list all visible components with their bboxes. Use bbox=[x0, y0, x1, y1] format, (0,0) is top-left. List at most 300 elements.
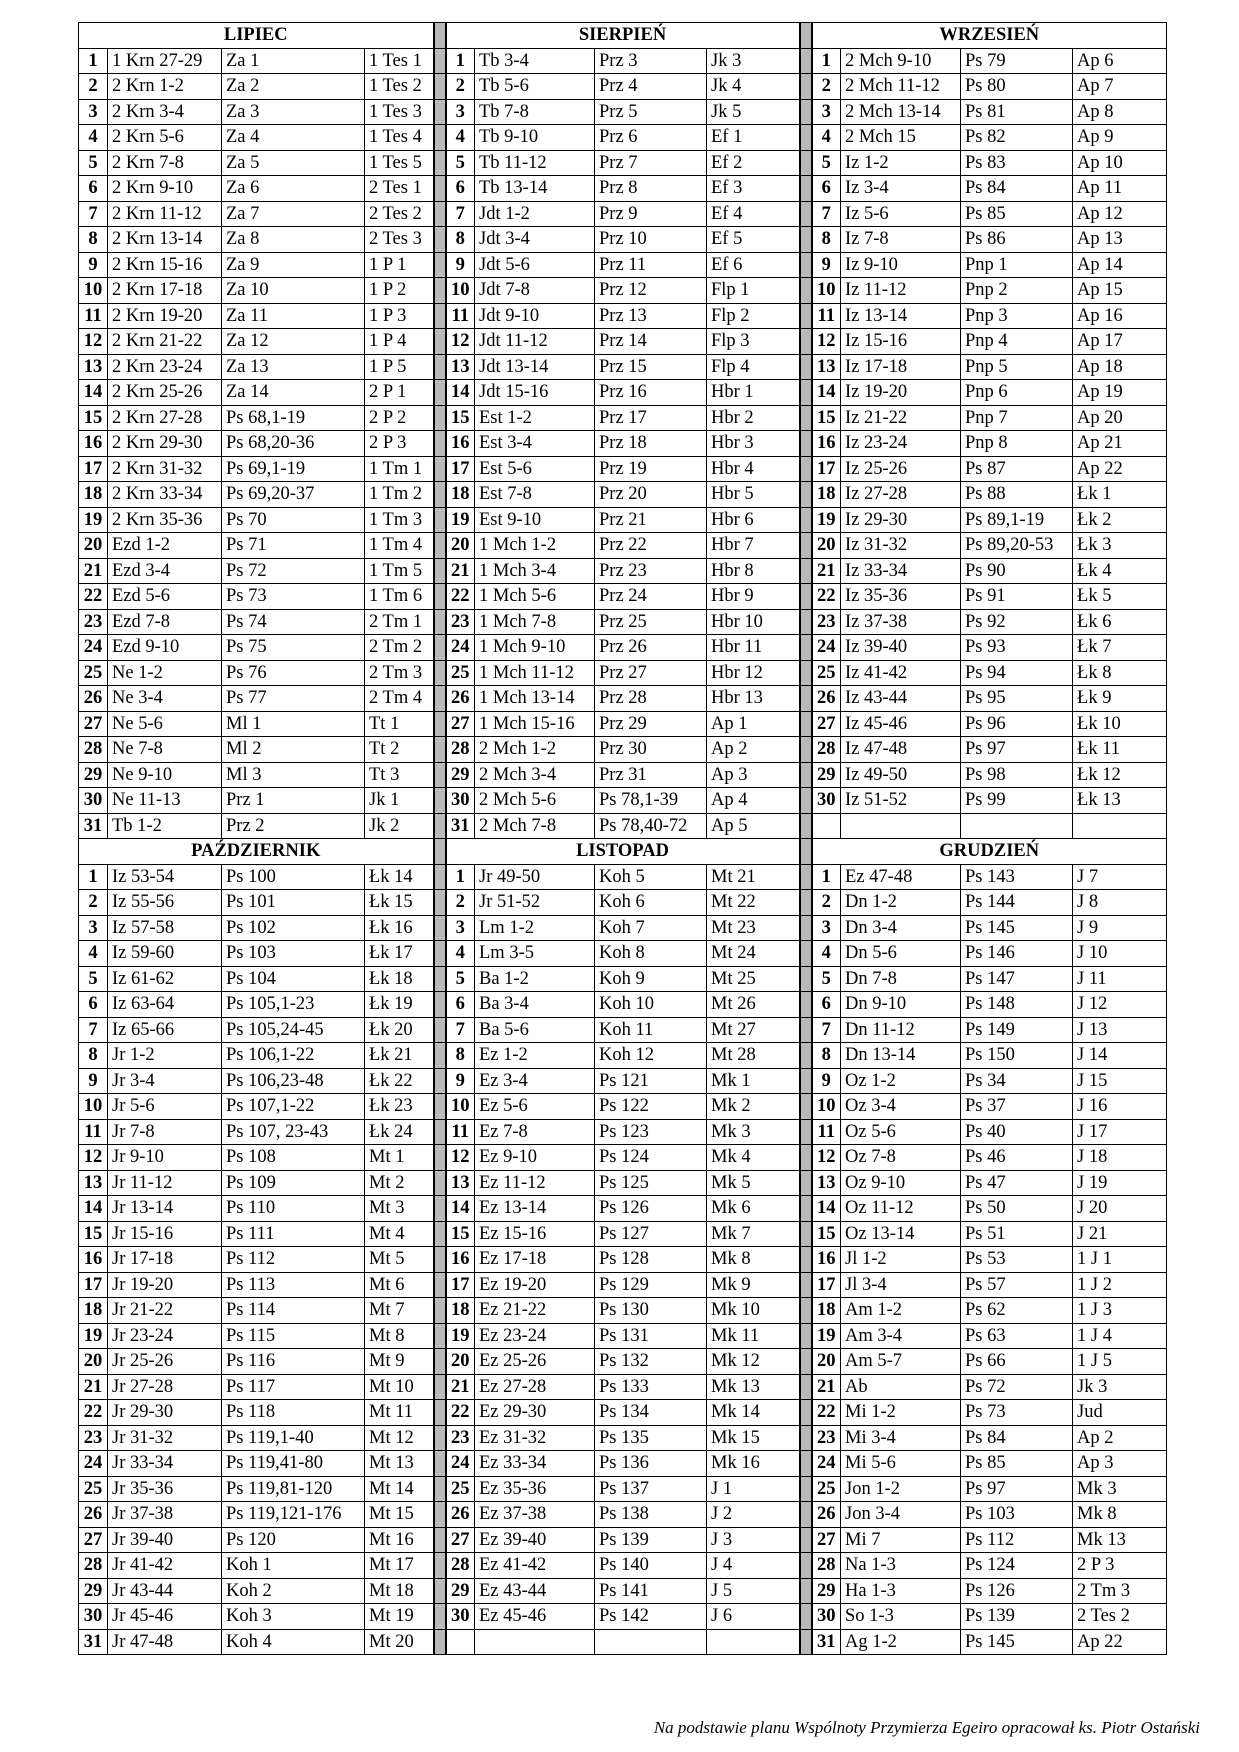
reading-cell: 1 J 1 bbox=[1073, 1247, 1167, 1273]
reading-cell: Jr 25-26 bbox=[108, 1349, 222, 1375]
reading-cell: Jr 3-4 bbox=[108, 1068, 222, 1094]
day-row bbox=[79, 813, 1167, 839]
reading-cell: 1 Mch 5-6 bbox=[475, 584, 595, 610]
day-number: 7 bbox=[79, 201, 108, 227]
day-number: 5 bbox=[446, 150, 475, 176]
day-number: 22 bbox=[79, 584, 108, 610]
reading-cell: J 2 bbox=[707, 1502, 800, 1528]
day-number: 17 bbox=[79, 1272, 108, 1298]
day-number: 15 bbox=[812, 1221, 841, 1247]
reading-cell: Mt 23 bbox=[707, 915, 800, 941]
reading-cell: 1 Mch 1-2 bbox=[475, 533, 595, 559]
reading-cell: Ps 126 bbox=[961, 1578, 1073, 1604]
reading-cell: Koh 1 bbox=[222, 1553, 365, 1579]
reading-cell: Za 10 bbox=[222, 278, 365, 304]
reading-cell: Jdt 1-2 bbox=[475, 201, 595, 227]
reading-cell: Łk 19 bbox=[365, 992, 434, 1018]
reading-cell: Jdt 3-4 bbox=[475, 227, 595, 253]
reading-cell: Ap 18 bbox=[1073, 354, 1167, 380]
reading-cell: Ap 16 bbox=[1073, 303, 1167, 329]
reading-cell: Ps 76 bbox=[222, 660, 365, 686]
column-separator bbox=[434, 1400, 446, 1426]
day-number: 30 bbox=[446, 1604, 475, 1630]
reading-cell: 2 P 3 bbox=[1073, 1553, 1167, 1579]
day-number: 9 bbox=[446, 1068, 475, 1094]
day-number: 7 bbox=[812, 1017, 841, 1043]
column-separator bbox=[434, 584, 446, 610]
column-separator bbox=[434, 635, 446, 661]
reading-cell: 2 Krn 33-34 bbox=[108, 482, 222, 508]
reading-cell: Iz 61-62 bbox=[108, 966, 222, 992]
day-number: 28 bbox=[79, 737, 108, 763]
reading-cell: 2 P 2 bbox=[365, 405, 434, 431]
reading-cell: Koh 4 bbox=[222, 1629, 365, 1655]
reading-cell: Łk 10 bbox=[1073, 711, 1167, 737]
day-number: 21 bbox=[79, 1374, 108, 1400]
day-number: 17 bbox=[446, 456, 475, 482]
day-row bbox=[79, 1196, 1167, 1222]
reading-cell: J 9 bbox=[1073, 915, 1167, 941]
reading-cell: 1 J 3 bbox=[1073, 1298, 1167, 1324]
day-number: 11 bbox=[446, 303, 475, 329]
day-number: 5 bbox=[812, 966, 841, 992]
reading-cell: Iz 11-12 bbox=[841, 278, 961, 304]
reading-cell: 1 P 4 bbox=[365, 329, 434, 355]
month-header-row bbox=[79, 839, 1167, 865]
reading-cell: Iz 35-36 bbox=[841, 584, 961, 610]
reading-cell: So 1-3 bbox=[841, 1604, 961, 1630]
reading-cell: Łk 23 bbox=[365, 1094, 434, 1120]
day-number: 15 bbox=[79, 405, 108, 431]
reading-cell: Hbr 3 bbox=[707, 431, 800, 457]
reading-cell: Prz 11 bbox=[595, 252, 707, 278]
reading-cell: Hbr 5 bbox=[707, 482, 800, 508]
column-separator bbox=[800, 686, 812, 712]
column-separator bbox=[800, 456, 812, 482]
column-separator bbox=[800, 1221, 812, 1247]
reading-cell: Za 11 bbox=[222, 303, 365, 329]
reading-cell: Łk 9 bbox=[1073, 686, 1167, 712]
day-row bbox=[79, 1476, 1167, 1502]
reading-cell: 2 Mch 11-12 bbox=[841, 74, 961, 100]
day-row bbox=[79, 201, 1167, 227]
reading-cell: Łk 18 bbox=[365, 966, 434, 992]
reading-cell: Ps 89,20-53 bbox=[961, 533, 1073, 559]
column-separator bbox=[800, 354, 812, 380]
reading-cell: 1 Tes 5 bbox=[365, 150, 434, 176]
reading-cell: 2 Krn 25-26 bbox=[108, 380, 222, 406]
reading-cell: 1 Tm 2 bbox=[365, 482, 434, 508]
reading-cell: Ap 21 bbox=[1073, 431, 1167, 457]
reading-cell: Pnp 3 bbox=[961, 303, 1073, 329]
day-number: 24 bbox=[446, 635, 475, 661]
day-row bbox=[79, 1629, 1167, 1655]
reading-cell: Za 4 bbox=[222, 125, 365, 151]
reading-cell: Iz 21-22 bbox=[841, 405, 961, 431]
day-number: 25 bbox=[812, 660, 841, 686]
reading-cell: Ps 116 bbox=[222, 1349, 365, 1375]
reading-cell: Ps 91 bbox=[961, 584, 1073, 610]
day-number: 11 bbox=[79, 303, 108, 329]
column-separator bbox=[434, 1476, 446, 1502]
day-number: 31 bbox=[79, 813, 108, 839]
reading-cell: Ap 19 bbox=[1073, 380, 1167, 406]
month-header-row bbox=[79, 23, 1167, 49]
reading-cell: Iz 65-66 bbox=[108, 1017, 222, 1043]
reading-cell: Prz 19 bbox=[595, 456, 707, 482]
reading-cell: Prz 20 bbox=[595, 482, 707, 508]
reading-cell: Jr 17-18 bbox=[108, 1247, 222, 1273]
day-number: 11 bbox=[79, 1119, 108, 1145]
day-number: 24 bbox=[812, 635, 841, 661]
column-separator bbox=[434, 788, 446, 814]
reading-cell: Mk 11 bbox=[707, 1323, 800, 1349]
reading-cell: Łk 12 bbox=[1073, 762, 1167, 788]
reading-cell: Ez 17-18 bbox=[475, 1247, 595, 1273]
reading-cell: Ps 133 bbox=[595, 1374, 707, 1400]
day-row bbox=[79, 660, 1167, 686]
column-separator bbox=[800, 635, 812, 661]
day-number: 12 bbox=[812, 1145, 841, 1171]
day-number: 19 bbox=[446, 1323, 475, 1349]
reading-cell: Ap 13 bbox=[1073, 227, 1167, 253]
reading-cell: Mt 19 bbox=[365, 1604, 434, 1630]
reading-cell: Hbr 11 bbox=[707, 635, 800, 661]
reading-cell: Ezd 9-10 bbox=[108, 635, 222, 661]
column-separator bbox=[800, 507, 812, 533]
reading-cell: Iz 19-20 bbox=[841, 380, 961, 406]
day-row bbox=[79, 227, 1167, 253]
column-separator bbox=[434, 737, 446, 763]
reading-cell: Ne 1-2 bbox=[108, 660, 222, 686]
day-row bbox=[79, 890, 1167, 916]
day-row bbox=[79, 788, 1167, 814]
day-number: 5 bbox=[812, 150, 841, 176]
reading-cell: 1 P 5 bbox=[365, 354, 434, 380]
day-row bbox=[79, 1272, 1167, 1298]
reading-cell: Jr 19-20 bbox=[108, 1272, 222, 1298]
day-number: 10 bbox=[446, 1094, 475, 1120]
reading-cell: Jr 1-2 bbox=[108, 1043, 222, 1069]
reading-cell: Mt 26 bbox=[707, 992, 800, 1018]
column-separator bbox=[800, 1196, 812, 1222]
day-number: 4 bbox=[79, 125, 108, 151]
day-row bbox=[79, 278, 1167, 304]
column-separator bbox=[800, 915, 812, 941]
reading-cell: 2 Krn 15-16 bbox=[108, 252, 222, 278]
reading-cell: Est 9-10 bbox=[475, 507, 595, 533]
day-number: 22 bbox=[446, 1400, 475, 1426]
day-row bbox=[79, 686, 1167, 712]
day-row bbox=[79, 966, 1167, 992]
reading-cell: Tb 11-12 bbox=[475, 150, 595, 176]
column-separator bbox=[434, 23, 446, 49]
reading-cell: Mt 21 bbox=[707, 864, 800, 890]
reading-cell: Mt 24 bbox=[707, 941, 800, 967]
column-separator bbox=[434, 329, 446, 355]
reading-cell: Ps 125 bbox=[595, 1170, 707, 1196]
reading-cell: Ps 124 bbox=[595, 1145, 707, 1171]
column-separator bbox=[800, 1094, 812, 1120]
reading-cell: Jr 51-52 bbox=[475, 890, 595, 916]
day-number: 8 bbox=[446, 1043, 475, 1069]
reading-cell: Za 12 bbox=[222, 329, 365, 355]
reading-cell: J 7 bbox=[1073, 864, 1167, 890]
day-number: 17 bbox=[812, 1272, 841, 1298]
reading-cell: Ez 9-10 bbox=[475, 1145, 595, 1171]
day-number: 22 bbox=[79, 1400, 108, 1426]
reading-cell: Flp 2 bbox=[707, 303, 800, 329]
column-separator bbox=[800, 609, 812, 635]
reading-cell: Iz 51-52 bbox=[841, 788, 961, 814]
reading-cell: Ps 71 bbox=[222, 533, 365, 559]
reading-cell: Iz 9-10 bbox=[841, 252, 961, 278]
reading-cell: Koh 11 bbox=[595, 1017, 707, 1043]
column-separator bbox=[800, 533, 812, 559]
reading-cell: J 21 bbox=[1073, 1221, 1167, 1247]
reading-cell: 1 P 1 bbox=[365, 252, 434, 278]
reading-cell: Ps 147 bbox=[961, 966, 1073, 992]
reading-cell: 1 Krn 27-29 bbox=[108, 48, 222, 74]
reading-cell: Ez 29-30 bbox=[475, 1400, 595, 1426]
reading-cell: J 16 bbox=[1073, 1094, 1167, 1120]
reading-cell: Ps 149 bbox=[961, 1017, 1073, 1043]
day-number: 19 bbox=[812, 1323, 841, 1349]
day-row bbox=[79, 737, 1167, 763]
reading-cell: Ps 70 bbox=[222, 507, 365, 533]
column-separator bbox=[800, 839, 812, 865]
column-separator bbox=[800, 227, 812, 253]
reading-cell: Jr 49-50 bbox=[475, 864, 595, 890]
reading-cell: Ps 121 bbox=[595, 1068, 707, 1094]
reading-cell: Łk 4 bbox=[1073, 558, 1167, 584]
column-separator bbox=[434, 1578, 446, 1604]
day-number: 4 bbox=[812, 941, 841, 967]
reading-cell: Mk 8 bbox=[707, 1247, 800, 1273]
month-title: SIERPIEŃ bbox=[446, 23, 800, 49]
reading-cell: Ezd 7-8 bbox=[108, 609, 222, 635]
day-number: 21 bbox=[446, 558, 475, 584]
reading-cell: 1 Tm 3 bbox=[365, 507, 434, 533]
day-number: 24 bbox=[79, 635, 108, 661]
reading-cell: 2 Tm 2 bbox=[365, 635, 434, 661]
day-number: 10 bbox=[79, 278, 108, 304]
day-number: 12 bbox=[812, 329, 841, 355]
reading-cell: Ap 12 bbox=[1073, 201, 1167, 227]
reading-cell: Ap 15 bbox=[1073, 278, 1167, 304]
reading-cell: Mk 13 bbox=[707, 1374, 800, 1400]
day-number: 7 bbox=[79, 1017, 108, 1043]
reading-cell bbox=[841, 813, 961, 839]
reading-cell: Za 3 bbox=[222, 99, 365, 125]
reading-cell: 1 Tm 1 bbox=[365, 456, 434, 482]
column-separator bbox=[800, 99, 812, 125]
day-number: 25 bbox=[812, 1476, 841, 1502]
day-number: 11 bbox=[812, 303, 841, 329]
reading-cell: 1 P 2 bbox=[365, 278, 434, 304]
column-separator bbox=[434, 660, 446, 686]
day-row bbox=[79, 635, 1167, 661]
day-number: 13 bbox=[812, 354, 841, 380]
reading-cell: Jdt 11-12 bbox=[475, 329, 595, 355]
reading-cell: Łk 16 bbox=[365, 915, 434, 941]
reading-cell: Prz 16 bbox=[595, 380, 707, 406]
reading-cell: Tt 2 bbox=[365, 737, 434, 763]
reading-cell: Prz 22 bbox=[595, 533, 707, 559]
day-row bbox=[79, 1553, 1167, 1579]
reading-cell: Ps 146 bbox=[961, 941, 1073, 967]
column-separator bbox=[434, 1298, 446, 1324]
reading-cell: Ps 75 bbox=[222, 635, 365, 661]
reading-cell: Mk 10 bbox=[707, 1298, 800, 1324]
column-separator bbox=[800, 431, 812, 457]
column-separator bbox=[434, 1043, 446, 1069]
reading-cell: Za 14 bbox=[222, 380, 365, 406]
reading-cell: Iz 31-32 bbox=[841, 533, 961, 559]
column-separator bbox=[800, 303, 812, 329]
reading-cell: Tb 9-10 bbox=[475, 125, 595, 151]
day-number: 2 bbox=[446, 890, 475, 916]
column-separator bbox=[800, 1170, 812, 1196]
reading-cell: Ps 117 bbox=[222, 1374, 365, 1400]
reading-cell: Ps 68,20-36 bbox=[222, 431, 365, 457]
reading-cell: Ez 1-2 bbox=[475, 1043, 595, 1069]
reading-cell: Prz 12 bbox=[595, 278, 707, 304]
column-separator bbox=[434, 99, 446, 125]
reading-cell: Jr 27-28 bbox=[108, 1374, 222, 1400]
day-number: 15 bbox=[446, 405, 475, 431]
reading-cell: Ps 94 bbox=[961, 660, 1073, 686]
day-number: 25 bbox=[446, 1476, 475, 1502]
reading-cell: Łk 17 bbox=[365, 941, 434, 967]
column-separator bbox=[434, 813, 446, 839]
column-separator bbox=[434, 1553, 446, 1579]
reading-cell: Hbr 1 bbox=[707, 380, 800, 406]
reading-cell: Ez 41-42 bbox=[475, 1553, 595, 1579]
day-row bbox=[79, 1527, 1167, 1553]
reading-cell: Dn 5-6 bbox=[841, 941, 961, 967]
reading-cell: 2 Krn 35-36 bbox=[108, 507, 222, 533]
reading-cell: Mk 1 bbox=[707, 1068, 800, 1094]
reading-cell: Ps 81 bbox=[961, 99, 1073, 125]
day-number: 29 bbox=[446, 762, 475, 788]
reading-cell: J 8 bbox=[1073, 890, 1167, 916]
day-row bbox=[79, 176, 1167, 202]
reading-cell: Ps 90 bbox=[961, 558, 1073, 584]
reading-cell: Iz 13-14 bbox=[841, 303, 961, 329]
column-separator bbox=[434, 890, 446, 916]
reading-cell: Iz 63-64 bbox=[108, 992, 222, 1018]
day-row bbox=[79, 1578, 1167, 1604]
reading-cell: Prz 24 bbox=[595, 584, 707, 610]
day-row bbox=[79, 609, 1167, 635]
reading-cell: Tb 7-8 bbox=[475, 99, 595, 125]
day-number: 11 bbox=[446, 1119, 475, 1145]
column-separator bbox=[434, 966, 446, 992]
reading-cell: Ps 82 bbox=[961, 125, 1073, 151]
day-number: 12 bbox=[79, 329, 108, 355]
day-number: 14 bbox=[812, 380, 841, 406]
reading-cell bbox=[1073, 813, 1167, 839]
day-number: 9 bbox=[79, 252, 108, 278]
reading-cell: Ps 140 bbox=[595, 1553, 707, 1579]
reading-cell: Iz 39-40 bbox=[841, 635, 961, 661]
day-row bbox=[79, 1451, 1167, 1477]
day-row bbox=[79, 864, 1167, 890]
day-number: 12 bbox=[446, 329, 475, 355]
reading-cell: Ps 119,1-40 bbox=[222, 1425, 365, 1451]
column-separator bbox=[800, 1400, 812, 1426]
column-separator bbox=[434, 1502, 446, 1528]
day-number: 13 bbox=[446, 354, 475, 380]
column-separator bbox=[800, 482, 812, 508]
reading-cell: Iz 47-48 bbox=[841, 737, 961, 763]
column-separator bbox=[434, 1527, 446, 1553]
reading-cell: J 14 bbox=[1073, 1043, 1167, 1069]
reading-cell: Ps 108 bbox=[222, 1145, 365, 1171]
reading-cell: Lm 3-5 bbox=[475, 941, 595, 967]
day-row bbox=[79, 1221, 1167, 1247]
reading-cell: Mt 7 bbox=[365, 1298, 434, 1324]
column-separator bbox=[434, 1272, 446, 1298]
reading-cell: 2 Tm 3 bbox=[1073, 1578, 1167, 1604]
column-separator bbox=[434, 482, 446, 508]
column-separator bbox=[434, 558, 446, 584]
day-number: 13 bbox=[79, 1170, 108, 1196]
reading-cell: J 5 bbox=[707, 1578, 800, 1604]
reading-cell: J 3 bbox=[707, 1527, 800, 1553]
reading-cell: Dn 9-10 bbox=[841, 992, 961, 1018]
reading-cell: Iz 25-26 bbox=[841, 456, 961, 482]
column-separator bbox=[800, 1425, 812, 1451]
reading-cell: Ps 115 bbox=[222, 1323, 365, 1349]
reading-cell: Ps 136 bbox=[595, 1451, 707, 1477]
day-row bbox=[79, 1400, 1167, 1426]
reading-cell: Prz 18 bbox=[595, 431, 707, 457]
reading-cell: Hbr 4 bbox=[707, 456, 800, 482]
reading-cell: Ez 21-22 bbox=[475, 1298, 595, 1324]
reading-cell: Mt 27 bbox=[707, 1017, 800, 1043]
reading-cell: Iz 49-50 bbox=[841, 762, 961, 788]
day-number: 7 bbox=[812, 201, 841, 227]
reading-cell: 1 Tm 6 bbox=[365, 584, 434, 610]
reading-cell: Ps 143 bbox=[961, 864, 1073, 890]
day-number: 2 bbox=[812, 890, 841, 916]
reading-cell: Mi 7 bbox=[841, 1527, 961, 1553]
reading-cell: Ps 69,20-37 bbox=[222, 482, 365, 508]
reading-cell: Iz 53-54 bbox=[108, 864, 222, 890]
day-number: 6 bbox=[812, 992, 841, 1018]
reading-cell: J 10 bbox=[1073, 941, 1167, 967]
reading-cell: 1 Mch 7-8 bbox=[475, 609, 595, 635]
reading-cell: Ez 23-24 bbox=[475, 1323, 595, 1349]
reading-cell: Ps 78,40-72 bbox=[595, 813, 707, 839]
reading-cell: Oz 11-12 bbox=[841, 1196, 961, 1222]
reading-cell: Jr 31-32 bbox=[108, 1425, 222, 1451]
day-number: 10 bbox=[79, 1094, 108, 1120]
day-number: 27 bbox=[79, 1527, 108, 1553]
reading-cell: Mi 3-4 bbox=[841, 1425, 961, 1451]
column-separator bbox=[800, 74, 812, 100]
column-separator bbox=[800, 278, 812, 304]
reading-cell: Ez 33-34 bbox=[475, 1451, 595, 1477]
reading-cell: Ef 6 bbox=[707, 252, 800, 278]
reading-cell: Ps 74 bbox=[222, 609, 365, 635]
reading-cell: Pnp 8 bbox=[961, 431, 1073, 457]
reading-cell: Mt 4 bbox=[365, 1221, 434, 1247]
day-number: 30 bbox=[812, 788, 841, 814]
day-row bbox=[79, 74, 1167, 100]
